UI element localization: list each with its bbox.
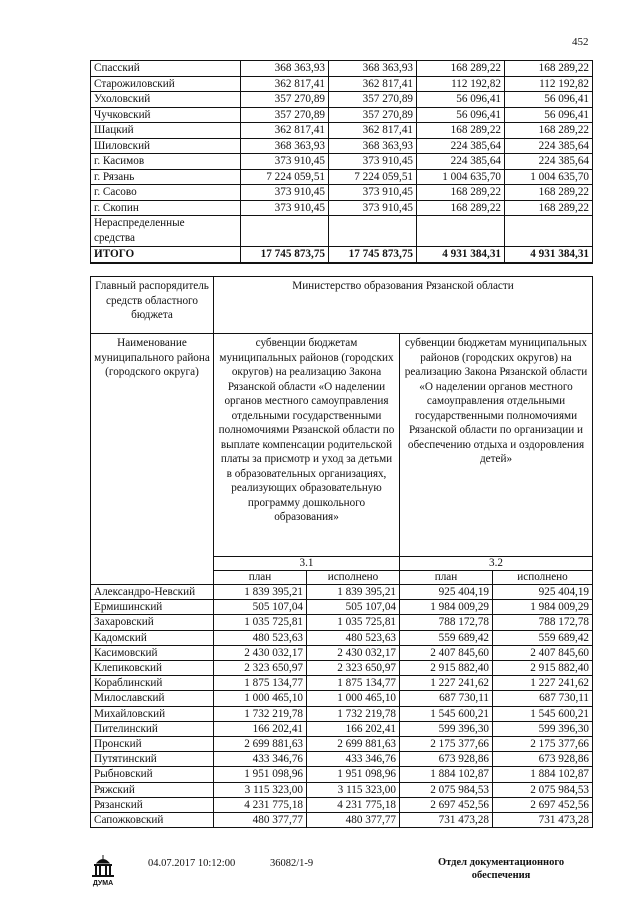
- municipality-name-cell: Сапожковский: [91, 813, 214, 828]
- plan-header: план: [214, 571, 307, 585]
- header-ministry: Министерство образования Рязанской области: [214, 277, 593, 334]
- amount-cell: 1 000 465,10: [307, 691, 400, 706]
- amount-cell: 1 984 009,29: [493, 600, 593, 615]
- amount-cell: 559 689,42: [493, 630, 593, 645]
- amount-cell: 112 192,82: [417, 76, 505, 92]
- amount-cell: 168 289,22: [417, 61, 505, 77]
- amount-cell: 168 289,22: [505, 123, 593, 139]
- empty-cell: [505, 216, 593, 247]
- amount-cell: 1 227 241,62: [493, 676, 593, 691]
- amount-cell: 1 884 102,87: [400, 767, 493, 782]
- amount-cell: 559 689,42: [400, 630, 493, 645]
- municipality-name-cell: Кораблинский: [91, 676, 214, 691]
- amount-cell: 7 224 059,51: [329, 169, 417, 185]
- municipality-name-cell: Касимовский: [91, 645, 214, 660]
- amount-cell: 2 407 845,60: [493, 645, 593, 660]
- municipality-name-cell: г. Касимов: [91, 154, 241, 170]
- amount-cell: 357 270,89: [241, 92, 329, 108]
- amount-cell: 1 875 134,77: [214, 676, 307, 691]
- municipality-name-cell: Чучковский: [91, 107, 241, 123]
- amount-cell: 224 385,64: [505, 138, 593, 154]
- amount-cell: 687 730,11: [400, 691, 493, 706]
- table-row: [91, 76, 593, 92]
- unallocated-line-1: Нераспределенные: [94, 217, 185, 229]
- table-row: [91, 107, 593, 123]
- amount-cell: 166 202,41: [214, 721, 307, 736]
- amount-cell: 373 910,45: [241, 154, 329, 170]
- unallocated-label: [91, 216, 241, 247]
- table-row: [91, 661, 593, 676]
- municipality-name-cell: ИТОГО: [91, 247, 241, 263]
- amount-cell: 224 385,64: [417, 138, 505, 154]
- header-municipality-name: Наименование муниципального района (городского округа): [91, 334, 214, 585]
- amount-cell: 1 035 725,81: [214, 615, 307, 630]
- amount-cell: 3 115 323,00: [307, 782, 400, 797]
- footer-datetime: 04.07.2017 10:12:00: [148, 858, 236, 869]
- amount-cell: 368 363,93: [329, 61, 417, 77]
- footer-doc-number: 36082/1-9: [270, 858, 314, 869]
- amount-cell: 168 289,22: [505, 185, 593, 201]
- municipality-name-cell: Старожиловский: [91, 76, 241, 92]
- budget-table-education: [90, 276, 593, 828]
- amount-cell: 1 732 219,78: [307, 706, 400, 721]
- amount-cell: 2 915 882,40: [493, 661, 593, 676]
- amount-cell: 687 730,11: [493, 691, 593, 706]
- table-row: [91, 61, 593, 77]
- amount-cell: 1 839 395,21: [307, 585, 400, 600]
- amount-cell: 2 697 452,56: [493, 797, 593, 812]
- amount-cell: 373 910,45: [329, 154, 417, 170]
- table-row: [91, 600, 593, 615]
- amount-cell: 731 473,28: [493, 813, 593, 828]
- amount-cell: 56 096,41: [505, 107, 593, 123]
- amount-cell: 112 192,82: [505, 76, 593, 92]
- amount-cell: 2 407 845,60: [400, 645, 493, 660]
- amount-cell: 2 175 377,66: [400, 737, 493, 752]
- amount-cell: 4 231 775,18: [307, 797, 400, 812]
- municipality-name-cell: Рязанский: [91, 797, 214, 812]
- municipality-name-cell: г. Скопин: [91, 200, 241, 216]
- amount-cell: 788 172,78: [400, 615, 493, 630]
- empty-cell: [241, 216, 329, 247]
- table-row: [91, 676, 593, 691]
- amount-cell: 480 523,63: [307, 630, 400, 645]
- table-row: [91, 630, 593, 645]
- amount-cell: 480 523,63: [214, 630, 307, 645]
- amount-cell: 1 875 134,77: [307, 676, 400, 691]
- amount-cell: 599 396,30: [493, 721, 593, 736]
- amount-cell: 673 928,86: [493, 752, 593, 767]
- empty-cell: [329, 216, 417, 247]
- amount-cell: 505 107,04: [214, 600, 307, 615]
- table-row: [91, 737, 593, 752]
- amount-cell: 362 817,41: [241, 76, 329, 92]
- duma-logo-icon: [88, 853, 118, 889]
- amount-cell: 368 363,93: [329, 138, 417, 154]
- amount-cell: 3 115 323,00: [214, 782, 307, 797]
- budget-table-top: [90, 60, 593, 264]
- amount-cell: 925 404,19: [493, 585, 593, 600]
- municipality-name-cell: Ермишинский: [91, 600, 214, 615]
- municipality-name-cell: Александро-Невский: [91, 585, 214, 600]
- table-row: [91, 721, 593, 736]
- amount-cell: 480 377,77: [307, 813, 400, 828]
- header-subvention-32: субвенции бюджетам муниципальных районов (городских округов) на реализацию Закона Рязанской области «О наделении органов местного самоуправления отдельными государственными полномочиями Рязанской области по организации и обеспечению отдыха и оздоровления детей»: [400, 334, 593, 557]
- total-row: [91, 247, 593, 263]
- amount-cell: 56 096,41: [505, 92, 593, 108]
- done-header: исполнено: [493, 571, 593, 585]
- amount-cell: 168 289,22: [505, 61, 593, 77]
- table-row: [91, 154, 593, 170]
- municipality-name-cell: г. Рязань: [91, 169, 241, 185]
- amount-cell: 1 004 635,70: [417, 169, 505, 185]
- table-row: [91, 92, 593, 108]
- amount-cell: 2 323 650,97: [214, 661, 307, 676]
- header-chief-administrator: Главный распорядитель средств областного бюджета: [91, 277, 214, 334]
- amount-cell: 2 075 984,53: [400, 782, 493, 797]
- municipality-name-cell: Михайловский: [91, 706, 214, 721]
- municipality-name-cell: Пронский: [91, 737, 214, 752]
- amount-cell: 1 035 725,81: [307, 615, 400, 630]
- municipality-name-cell: Кадомский: [91, 630, 214, 645]
- dept-line-1: Отдел документационного: [438, 857, 565, 868]
- done-header: исполнено: [307, 571, 400, 585]
- table-row: [91, 752, 593, 767]
- table-row: [91, 169, 593, 185]
- amount-cell: 373 910,45: [241, 200, 329, 216]
- amount-cell: 1 839 395,21: [214, 585, 307, 600]
- municipality-name-cell: Клепиковский: [91, 661, 214, 676]
- amount-cell: 362 817,41: [329, 123, 417, 139]
- table-row: [91, 691, 593, 706]
- amount-cell: 480 377,77: [214, 813, 307, 828]
- amount-cell: 2 699 881,63: [214, 737, 307, 752]
- amount-cell: 788 172,78: [493, 615, 593, 630]
- amount-cell: 357 270,89: [329, 107, 417, 123]
- amount-cell: 2 175 377,66: [493, 737, 593, 752]
- footer-department: [438, 856, 564, 882]
- table-row: [91, 813, 593, 828]
- amount-cell: 168 289,22: [417, 200, 505, 216]
- amount-cell: 2 699 881,63: [307, 737, 400, 752]
- amount-cell: 168 289,22: [505, 200, 593, 216]
- amount-cell: 2 430 032,17: [307, 645, 400, 660]
- amount-cell: 368 363,93: [241, 61, 329, 77]
- amount-cell: 1 227 241,62: [400, 676, 493, 691]
- amount-cell: 166 202,41: [307, 721, 400, 736]
- amount-cell: 362 817,41: [241, 123, 329, 139]
- amount-cell: 2 915 882,40: [400, 661, 493, 676]
- plan-header: план: [400, 571, 493, 585]
- table-row: [91, 645, 593, 660]
- amount-cell: 1 545 600,21: [400, 706, 493, 721]
- municipality-name-cell: Шиловский: [91, 138, 241, 154]
- logo-text: ДУМА: [92, 880, 114, 887]
- table-row: [91, 123, 593, 139]
- table-row: [91, 706, 593, 721]
- amount-cell: 373 910,45: [329, 200, 417, 216]
- table-row: [91, 782, 593, 797]
- municipality-name-cell: г. Сасово: [91, 185, 241, 201]
- table-row: [91, 585, 593, 600]
- amount-cell: 1 000 465,10: [214, 691, 307, 706]
- amount-cell: 357 270,89: [241, 107, 329, 123]
- amount-cell: 17 745 873,75: [329, 247, 417, 263]
- page-number: 452: [572, 36, 589, 48]
- amount-cell: 1 732 219,78: [214, 706, 307, 721]
- code-32: 3.2: [400, 557, 593, 571]
- amount-cell: 224 385,64: [505, 154, 593, 170]
- table-row: [91, 138, 593, 154]
- municipality-name-cell: Захаровский: [91, 615, 214, 630]
- amount-cell: 373 910,45: [241, 185, 329, 201]
- amount-cell: 1 984 009,29: [400, 600, 493, 615]
- municipality-name-cell: Милославский: [91, 691, 214, 706]
- table-row: [91, 200, 593, 216]
- amount-cell: 1 951 098,96: [214, 767, 307, 782]
- dept-line-2: обеспечения: [471, 870, 531, 881]
- amount-cell: 373 910,45: [329, 185, 417, 201]
- amount-cell: 2 323 650,97: [307, 661, 400, 676]
- table-row: [91, 615, 593, 630]
- amount-cell: 17 745 873,75: [241, 247, 329, 263]
- table-row: [91, 767, 593, 782]
- amount-cell: 925 404,19: [400, 585, 493, 600]
- amount-cell: 4 931 384,31: [417, 247, 505, 263]
- table-row-unallocated: [91, 216, 593, 247]
- amount-cell: 56 096,41: [417, 92, 505, 108]
- header-subvention-31: субвенции бюджетам муниципальных районов (городских округов) на реализацию Закона Рязанской области «О наделении органов местного самоуправления отдельными государственными полномочиями Рязанской области по выплате компенсации родительской платы за присмотр и уход за детьми в образовательных организациях, реализующих образовательную программу дошкольного образования»: [214, 334, 400, 557]
- municipality-name-cell: Путятинский: [91, 752, 214, 767]
- amount-cell: 1 545 600,21: [493, 706, 593, 721]
- amount-cell: 599 396,30: [400, 721, 493, 736]
- unallocated-line-2: средства: [94, 232, 136, 244]
- amount-cell: 368 363,93: [241, 138, 329, 154]
- amount-cell: 357 270,89: [329, 92, 417, 108]
- amount-cell: 2 075 984,53: [493, 782, 593, 797]
- amount-cell: 2 697 452,56: [400, 797, 493, 812]
- amount-cell: 1 951 098,96: [307, 767, 400, 782]
- amount-cell: 224 385,64: [417, 154, 505, 170]
- municipality-name-cell: Ряжский: [91, 782, 214, 797]
- amount-cell: 1 004 635,70: [505, 169, 593, 185]
- table-row: [91, 185, 593, 201]
- amount-cell: 56 096,41: [417, 107, 505, 123]
- amount-cell: 673 928,86: [400, 752, 493, 767]
- amount-cell: 2 430 032,17: [214, 645, 307, 660]
- empty-cell: [417, 216, 505, 247]
- amount-cell: 168 289,22: [417, 185, 505, 201]
- amount-cell: 362 817,41: [329, 76, 417, 92]
- amount-cell: 7 224 059,51: [241, 169, 329, 185]
- amount-cell: 433 346,76: [214, 752, 307, 767]
- table-row: [91, 797, 593, 812]
- municipality-name-cell: Ухоловский: [91, 92, 241, 108]
- amount-cell: 1 884 102,87: [493, 767, 593, 782]
- municipality-name-cell: Пителинский: [91, 721, 214, 736]
- municipality-name-cell: Шацкий: [91, 123, 241, 139]
- amount-cell: 433 346,76: [307, 752, 400, 767]
- code-31: 3.1: [214, 557, 400, 571]
- amount-cell: 4 231 775,18: [214, 797, 307, 812]
- amount-cell: 731 473,28: [400, 813, 493, 828]
- municipality-name-cell: Рыбновский: [91, 767, 214, 782]
- municipality-name-cell: Спасский: [91, 61, 241, 77]
- amount-cell: 4 931 384,31: [505, 247, 593, 263]
- amount-cell: 505 107,04: [307, 600, 400, 615]
- amount-cell: 168 289,22: [417, 123, 505, 139]
